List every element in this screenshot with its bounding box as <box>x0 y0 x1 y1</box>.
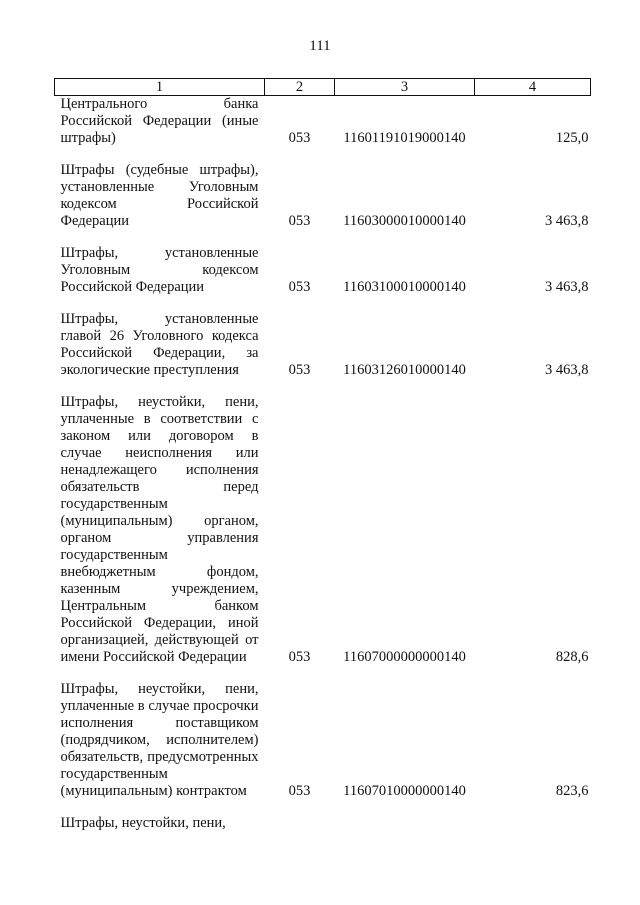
table-row <box>55 815 591 832</box>
budget-revenue-table <box>54 78 591 832</box>
header-col-3: 3 <box>335 79 475 96</box>
row-admin-code: 053 <box>288 213 311 229</box>
row-admin-code: 053 <box>288 130 311 146</box>
row-admin-code: 053 <box>288 649 311 665</box>
table-row <box>55 162 591 245</box>
header-row <box>55 79 591 96</box>
row-admin-code <box>265 815 335 832</box>
row-description: Центрального банка Российской Федерации (иные штрафы) <box>60 96 259 146</box>
row-description: Штрафы, установленные главой 26 Уголовного кодекса Российской Федерации, за экологические преступления <box>60 311 259 378</box>
table-row <box>55 681 591 815</box>
row-kbk: 11603000010000140 <box>343 213 466 229</box>
row-admin-code: 053 <box>288 279 311 295</box>
row-admin-code: 053 <box>288 783 311 799</box>
row-kbk: 11601191019000140 <box>343 130 466 146</box>
row-amount: 828,6 <box>555 649 589 665</box>
row-description: Штрафы, неустойки, пени, уплаченные в соответствии с законом или договором в случае неисполнения или ненадлежащего исполнения обязательств перед государственным (муниципальным) органом, органом управления государственным внебюджетным фондом, казенным учреждением, Центральным банком Российской Федерации, иной организацией, действующей от имени Российской Федерации <box>60 394 259 665</box>
row-description: Штрафы (судебные штрафы), установленные Уголовным кодексом Российской Федерации <box>60 162 259 229</box>
row-kbk: 11603100010000140 <box>343 279 466 295</box>
row-amount <box>475 815 591 832</box>
row-kbk: 11607010000000140 <box>343 783 466 799</box>
row-description: Штрафы, установленные Уголовным кодексом Российской Федерации <box>60 245 259 295</box>
header-col-4: 4 <box>475 79 591 96</box>
header-col-1: 1 <box>55 79 265 96</box>
row-amount: 3 463,8 <box>545 279 589 295</box>
table-header <box>55 79 591 96</box>
row-description: Штрафы, неустойки, пени, уплаченные в случае просрочки исполнения поставщиком (подрядчиком, исполнителем) обязательств, предусмотренных государственным (муниципальным) контрактом <box>60 681 259 799</box>
table-row <box>55 96 591 163</box>
table-row <box>55 311 591 394</box>
row-amount: 125,0 <box>555 130 589 146</box>
table-row <box>55 394 591 681</box>
row-kbk <box>335 815 475 832</box>
row-kbk: 11607000000000140 <box>343 649 466 665</box>
row-amount: 823,6 <box>555 783 589 799</box>
row-description: Штрафы, неустойки, пени, <box>60 815 226 831</box>
row-admin-code: 053 <box>288 362 311 378</box>
table-row <box>55 245 591 311</box>
row-amount: 3 463,8 <box>545 362 589 378</box>
page-number: 111 <box>309 38 331 54</box>
row-kbk: 11603126010000140 <box>343 362 466 378</box>
header-col-2: 2 <box>265 79 335 96</box>
row-amount: 3 463,8 <box>545 213 589 229</box>
table-body <box>55 96 591 833</box>
